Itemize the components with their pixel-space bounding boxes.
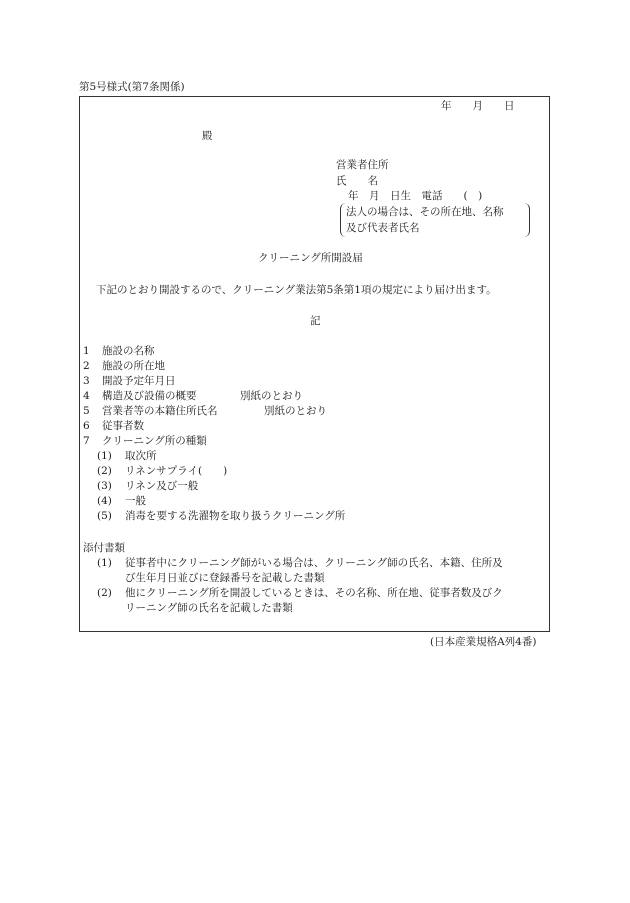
- item-number: 5: [83, 405, 90, 417]
- attachment-item: [97, 558, 503, 569]
- list-item: [83, 376, 176, 387]
- attachment-line-1: 従事者中にクリーニング師がいる場合は、クリーニング師の氏名、本籍、住所及: [125, 557, 503, 569]
- paper-size-note: (日本産業規格A列4番): [430, 636, 537, 648]
- type-item: [97, 511, 345, 522]
- item-number: 2: [83, 360, 90, 372]
- type-number: (3): [97, 480, 112, 492]
- type-number: (4): [97, 495, 112, 507]
- attachment-item: [97, 588, 503, 599]
- type-item: [97, 451, 157, 462]
- attachment-line-1: 他にクリーニング所を開設しているときは、その名称、所在地、従事者数及びク: [125, 587, 503, 599]
- item-note: 別紙のとおり: [240, 390, 303, 402]
- type-item: [97, 481, 198, 492]
- list-item: [83, 436, 207, 447]
- type-label: 取次所: [125, 450, 157, 462]
- item-number: 7: [83, 435, 90, 447]
- ki-heading: 記: [310, 315, 321, 327]
- list-item: [83, 421, 144, 432]
- item-label: 施設の名称: [102, 345, 155, 357]
- list-item: [83, 406, 327, 417]
- applicant-address-label: 営業者住所: [336, 159, 389, 171]
- corporate-note-line-1: 法人の場合は、その所在地、名称: [346, 206, 504, 218]
- type-label: リネンサプライ( ): [125, 465, 228, 477]
- type-label: 一般: [125, 495, 146, 507]
- item-note: 別紙のとおり: [264, 405, 327, 417]
- type-item: [97, 466, 227, 477]
- addressee-suffix: 殿: [202, 130, 213, 142]
- type-label: 消毒を要する洗濯物を取り扱うクリーニング所: [125, 510, 346, 522]
- applicant-name-label: 氏 名: [336, 175, 378, 187]
- type-label: リネン及び一般: [125, 480, 199, 492]
- item-number: 3: [83, 375, 90, 387]
- list-item: [83, 346, 155, 357]
- corporate-note-line-2: 及び代表者氏名: [346, 222, 420, 234]
- attachment-number: (1): [97, 557, 112, 569]
- item-label: 構造及び設備の概要: [102, 390, 197, 402]
- document-title: クリーニング所開設届: [258, 252, 363, 264]
- form-number: 第5号様式(第7条関係): [79, 81, 185, 93]
- attachment-line-2: び生年月日並びに登録番号を記載した書類: [125, 572, 325, 584]
- type-number: (5): [97, 510, 112, 522]
- type-item: [97, 496, 146, 507]
- attachment-number: (2): [97, 587, 112, 599]
- attachments-heading: 添付書類: [83, 542, 125, 554]
- item-number: 4: [83, 390, 90, 402]
- item-number: 6: [83, 420, 90, 432]
- type-number: (2): [97, 465, 112, 477]
- intro-text: 下記のとおり開設するので、クリーニング業法第5条第1項の規定により届け出ます。: [96, 284, 497, 296]
- item-label: クリーニング所の種類: [102, 435, 207, 447]
- applicant-birth-phone: 年 月 日生 電話 ( ): [348, 190, 483, 202]
- item-label: 従事者数: [102, 420, 144, 432]
- attachment-line-2: リーニング師の氏名を記載した書類: [125, 602, 293, 614]
- item-label: 開設予定年月日: [102, 375, 176, 387]
- date-line: 年 月 日: [441, 100, 515, 112]
- list-item: [83, 391, 303, 402]
- item-number: 1: [83, 345, 90, 357]
- item-label: 営業者等の本籍住所氏名: [102, 405, 218, 417]
- item-label: 施設の所在地: [102, 360, 165, 372]
- list-item: [83, 361, 165, 372]
- type-number: (1): [97, 450, 112, 462]
